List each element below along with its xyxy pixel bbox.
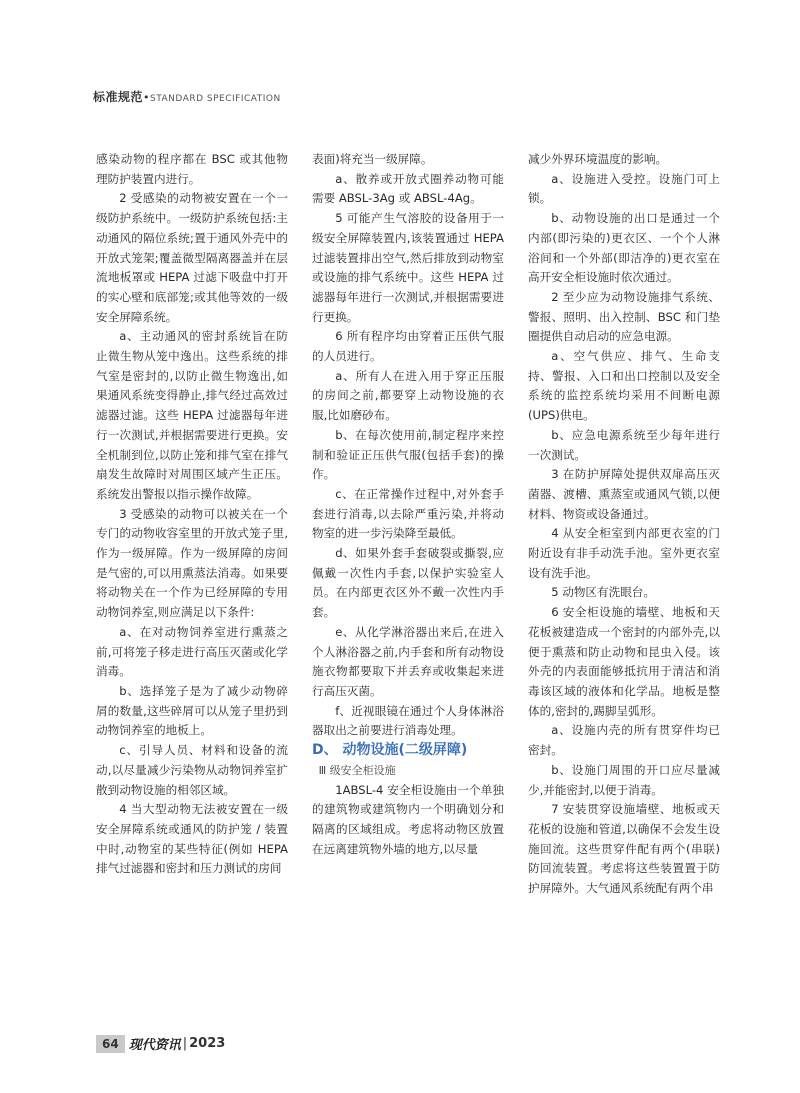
paragraph: 1ABSL-4 安全柜设施由一个单独的建筑物或建筑物内一个明确划分和隔离的区域组成。考虑将动物区放置在远离建筑物外墙的地方,以尽量 bbox=[312, 782, 504, 856]
paragraph: 感染动物的程序都在 BSC 或其他物理防护装置内进行。 bbox=[96, 152, 288, 186]
paragraph: a、主动通风的密封系统旨在防止微生物从笼中逸出。这些系统的排气室是密封的,以防止微生物逸出,如果通风系统变得静止,排气经过高效过滤器过滤。这些 HEPA 过滤器每年进行一次测试,并根据需要进行更换。安全机制到位,以防止笼和排气室在排气扇发生故障时对周围区域产生正压。系统发出警报以指示操作故障。 bbox=[96, 329, 288, 501]
paragraph: b、动物设施的出口是通过一个内部(即污染的)更衣区、一个个人淋浴间和一个外部(即洁净的)更衣室在高开安全柜设施时依次通过。 bbox=[528, 211, 720, 285]
paragraph: 5 可能产生气溶胶的设备用于一级安全屏障装置内,该装置通过 HEPA 过滤装置排出空气,然后排放到动物室或设施的排气系统中。这些 HEPA 过滤器每年进行一次测试,并根据需要进行更换。 bbox=[312, 211, 504, 324]
paragraph: a、在对动物饲养室进行熏蒸之前,可将笼子移走进行高压灭菌或化学消毒。 bbox=[96, 624, 288, 679]
column-3 bbox=[528, 150, 720, 899]
column-1 bbox=[96, 150, 288, 879]
paragraph: 7 安装贯穿设施墙壁、地板或天花板的设施和管道,以确保不会发生设施回流。这些贯穿件配有两个(串联)防回流装置。考虑将这些装置置于防护屏障外。大气通风系统配有两个串 bbox=[528, 802, 720, 896]
header-section-cn: 标准规范 bbox=[93, 90, 144, 104]
paragraph: a、空气供应、排气、生命支持、警报、入口和出口控制以及安全系统的监控系统均采用不间断电源(UPS)供电。 bbox=[528, 349, 720, 423]
footer-separator: | bbox=[182, 1036, 188, 1051]
section-heading: D、 动物设施(二级屏障) bbox=[312, 742, 468, 759]
paragraph: a、设施进入受控。设施门可上锁。 bbox=[528, 171, 720, 206]
paragraph: b、选择笼子是为了减少动物碎屑的数量,这些碎屑可以从笼子里扔到动物饲养室的地板上。 bbox=[96, 683, 288, 738]
paragraph: 6 所有程序均由穿着正压供气服的人员进行。 bbox=[312, 329, 504, 364]
paragraph: 2 受感染的动物被安置在一个一级防护系统中。一级防护系统包括:主动通风的隔位系统;置于通风外壳中的开放式笼架;覆盖微型隔离器盖并在层流地板罩或 HEPA 过滤下吸盘中打开的实心壁和底部笼;或其他等效的一级安全屏障系统。 bbox=[96, 191, 288, 324]
paragraph: b、设施门周围的开口应尽量减少,并能密封,以便于消毒。 bbox=[528, 762, 720, 797]
paragraph: b、在每次使用前,制定程序来控制和验证正压供气服(包括手套)的操作。 bbox=[312, 427, 504, 482]
subsection-heading: Ⅲ 级安全柜设施 bbox=[318, 763, 396, 777]
header-section-en: STANDARD SPECIFICATION bbox=[150, 94, 281, 104]
paragraph: 表面)将充当一级屏障。 bbox=[312, 152, 433, 166]
magazine-name: 现代资讯 bbox=[128, 1038, 181, 1053]
paragraph: 6 安全柜设施的墙壁、地板和天花板被建造成一个密封的内部外壳,以便于熏蒸和防止动物和昆虫入侵。该外壳的内表面能够抵抗用于清洁和消毒该区域的液体和化学品。地板是整体的,密封的,踢脚呈弧形。 bbox=[528, 605, 720, 718]
paragraph: 5 动物区有洗眼台。 bbox=[551, 585, 655, 600]
paragraph: 减少外界环境温度的影响。 bbox=[528, 152, 668, 166]
paragraph: b、应急电源系统至少每年进行一次测试。 bbox=[528, 427, 720, 462]
page-footer bbox=[96, 1034, 225, 1053]
page-number: 64 bbox=[96, 1035, 125, 1053]
header-dot: • bbox=[143, 91, 151, 104]
paragraph: c、在正常操作过程中,对外套手套进行消毒,以去除严重污染,并将动物室的进一步污染降至最低。 bbox=[312, 486, 504, 541]
paragraph: 4 从安全柜室到内部更衣室的门附近设有非手动洗手池。室外更衣室设有洗手池。 bbox=[528, 526, 720, 580]
paragraph: c、引导人员、材料和设备的流动,以尽量减少污染物从动物饲养室扩散到动物设施的相邻区域。 bbox=[96, 743, 288, 797]
paragraph: e、从化学淋浴器出来后,在进入个人淋浴器之前,内手套和所有动物设施衣物都要取下并丢弃或收集起来进行高压灭菌。 bbox=[312, 624, 504, 698]
issue-year: 2023 bbox=[189, 1036, 226, 1051]
paragraph: a、设施内壳的所有贯穿件均已密封。 bbox=[528, 723, 720, 758]
paragraph: d、如果外套手套破裂或撕裂,应佩戴一次性内手套,以保护实验室人员。在内部更衣区外不戴一次性内手套。 bbox=[312, 546, 504, 620]
running-header bbox=[93, 88, 281, 105]
paragraph: 3 受感染的动物可以被关在一个专门的动物收容室里的开放式笼子里,作为一级屏障。作为一级屏障的房间是气密的,可以用熏蒸法消毒。如果要将动物关在一个作为已经屏障的专用动物饲养室,则应满足以下条件: bbox=[96, 506, 288, 620]
paragraph: 2 至少应为动物设施排气系统、警报、照明、出入控制、BSC 和门垫圈提供自动启动的应急电源。 bbox=[528, 289, 720, 344]
paragraph: 4 当大型动物无法被安置在一级安全屏障系统或通风的防护笼 / 装置中时,动物室的某些特征(例如 HEPA 排气过滤器和密封和压力测试的房间 bbox=[96, 802, 288, 876]
paragraph: a、散养或开放式圈养动物可能需要 ABSL-3Ag 或 ABSL-4Ag。 bbox=[312, 171, 504, 206]
paragraph: a、所有人在进入用于穿正压服的房间之前,都要穿上动物设施的衣服,比如磨砂布。 bbox=[312, 368, 504, 423]
paragraph: 3 在防护屏障处提供双扉高压灭菌器、渡槽、熏蒸室或通风气锁,以便材料、物资或设备通过。 bbox=[528, 467, 720, 521]
column-2 bbox=[312, 150, 504, 859]
paragraph: f、近视眼镜在通过个人身体淋浴器取出之前要进行消毒处理。 bbox=[312, 703, 504, 738]
